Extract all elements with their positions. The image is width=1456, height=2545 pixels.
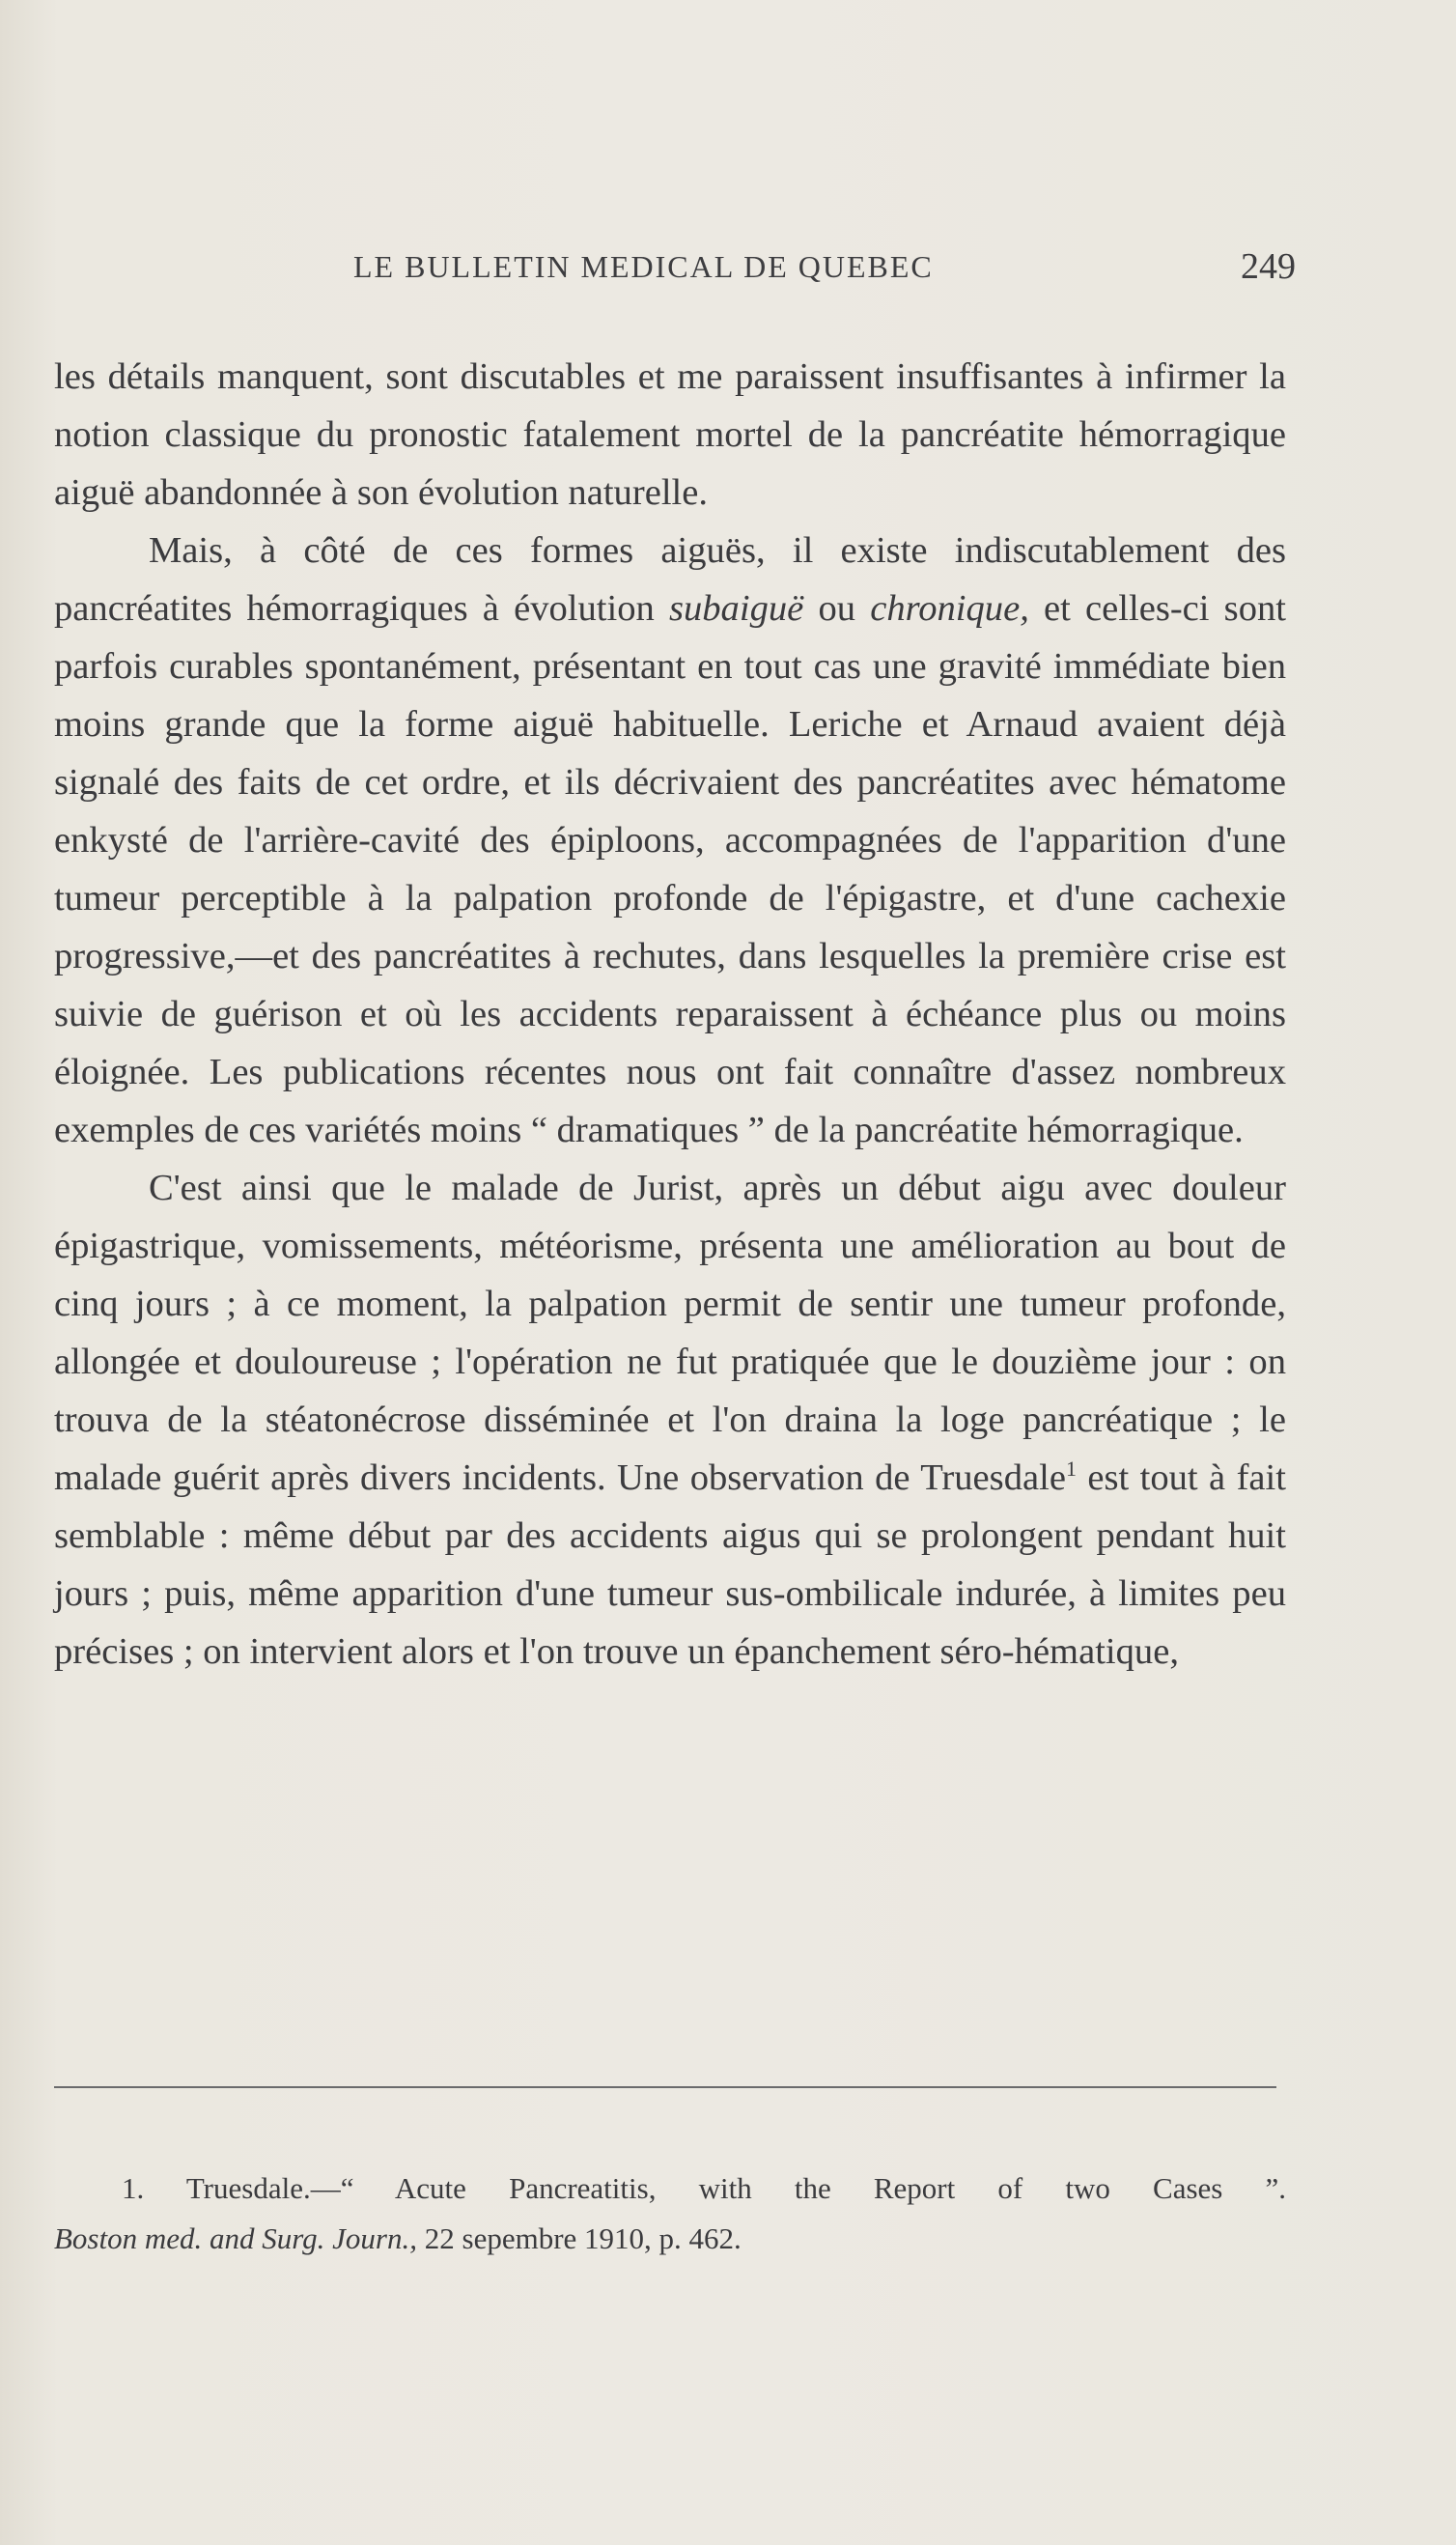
footnote [54,2163,1286,2264]
body-text [54,348,1286,1681]
journal-title: LE BULLETIN MEDICAL DE QUEBEC [353,249,934,284]
footnote-divider [54,2086,1276,2088]
term-chronique: chronique, [870,588,1029,629]
footnote-line-2 [54,2221,742,2255]
footnote-date: 22 sepembre 1910, p. 462. [417,2221,742,2255]
footnote-journal: Boston med. and Surg. Journ., [54,2221,417,2255]
paragraph-2-text-b: ou [803,588,871,629]
paragraph-1 [54,348,1286,522]
paragraph-3 [54,1159,1286,1681]
footnote-ref: 1 [1065,1456,1077,1482]
paragraph-2-text-a: Mais, à côté de ces formes aiguës, il existe indiscutablement des pancréatites hémorragiques à évolution [54,530,1286,629]
running-header [54,246,1296,297]
footnote-line-1: 1. Truesdale.—“ Acute Pancreatitis, with the Report of two Cases ”. [122,2171,1286,2205]
paragraph-1-text: les détails manquent, sont discutables et me paraissent insuffisantes à infirmer la notion classique du pronostic fatalement mortel de la pancréatite hémorragique aiguë abandonnée à son évolution naturelle. [54,356,1286,513]
paragraph-2-text-c: et celles-ci sont parfois curables spontanément, présentant en tout cas une gravité immédiate bien moins grande que la forme aiguë habituelle. Leriche et Arnaud avaient déjà signalé des faits de cet ordre, et ils décrivaient des pancréatites avec hématome enkysté de l'arrière-cavité des épiploons, accompagnées de l'apparition d'une tumeur perceptible à la palpation profonde de l'épigastre, et d'une cachexie progressive,—et des pancréatites à rechutes, dans lesquelles la première crise est suivie de guérison et où les accidents reparaissent à échéance plus ou moins éloignée. Les publications récentes nous ont fait connaître d'assez nombreux exemples de ces variétés moins “ dramatiques ” de la pancréatite hémorragique. [54,588,1286,1150]
page-number: 249 [1241,246,1296,287]
paragraph-2 [54,522,1286,1159]
paragraph-3-text-b: est tout à fait semblable : même début par des accidents aigus qui se prolongent pendant huit jours ; puis, même apparition d'une tumeur sus-ombilicale indurée, à limites peu précises ; on intervient alors et l'on trouve un épanchement séro-hématique, [54,1457,1286,1672]
paragraph-3-text-a: C'est ainsi que le malade de Jurist, après un début aigu avec douleur épigastrique, vomissements, météorisme, présenta une amélioration au bout de cinq jours ; à ce moment, la palpation permit de sentir une tumeur profonde, allongée et douloureuse ; l'opération ne fut pratiquée que le douzième jour : on trouva de la stéatonécrose disséminée et l'on draina la loge pancréatique ; le malade guérit après divers incidents. Une observation de Truesdale [54,1168,1286,1498]
term-subaigue: subaiguë [668,588,804,629]
